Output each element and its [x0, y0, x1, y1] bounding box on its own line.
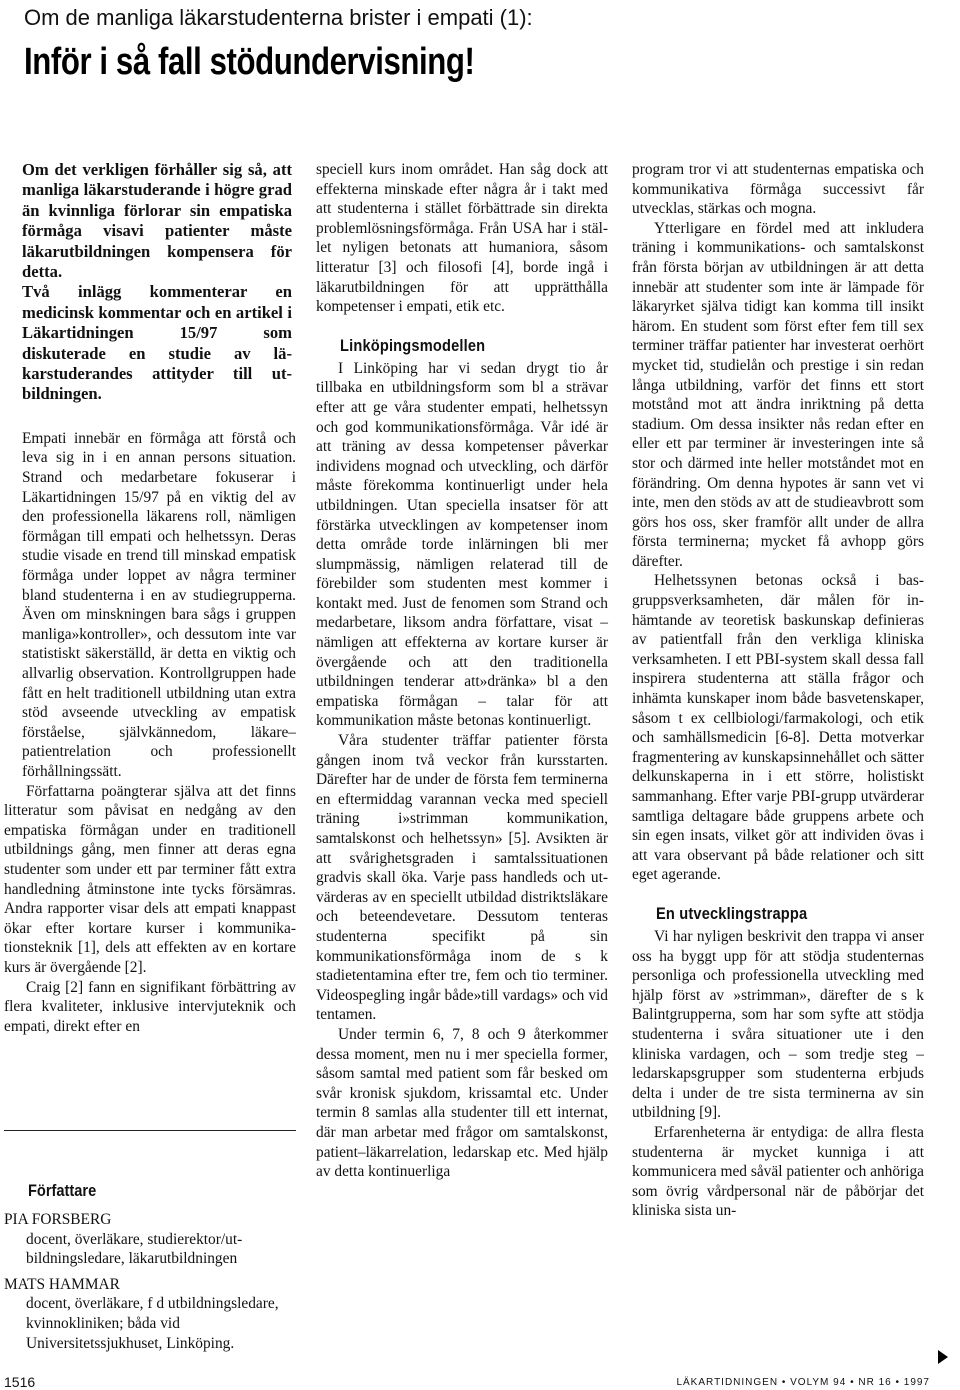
column-divider-rule: [4, 1130, 296, 1131]
body-paragraph: Ytterligare en fördel med att inkludera träning i kommunikations- och samtalskonst från första början av utbildningen är att detta innebär att studenter som inte är lämpade för läkaryrket själva tidigt kan komma till insikt härom. En student som först efter fem till sex terminer träffar patienter har investerat oerhört mycket tid, studielån och prestige i sin redan långa utbildning, varför det finns ett stort motstånd mot att ändra inriktning på detta stadium. Om dessa insikter nås redan efter en eller ett par terminer är investeringen inte så stor och därmed inte heller motståndet mot en förändring. Om denna hypotes är sann vet vi inte, men den stöds av att de studieavbrott som görs hos oss, sker framför allt under de allra första terminerna; mycket få avhopp görs därefter.: [632, 219, 924, 570]
page-footer: [0, 1374, 960, 1390]
column-2: [316, 160, 608, 1182]
author-role: docent, överläkare, f d utbildningsledare, kvinnokliniken; båda vid Universitetssjukhuset, Linköping.: [26, 1295, 279, 1352]
journal-issue: LÄKARTIDNINGEN • VOLYM 94 • NR 16 • 1997: [676, 1377, 930, 1388]
ingress-paragraph-2: Två inlägg kommenterar en medicinsk kommentar och en artikel i Läkartidningen 15/97 som diskuterade en studie av läkarstuderandes attityder till utbildningen.: [22, 282, 292, 404]
body-paragraph: I Linköping har vi sedan drygt tio år tillbaka en utbildningsform som bl a strävar efter att ge våra studenter empati, helhetssyn och god kommunikationsförmåga. Vår idé är att träning av dessa kompetenser påverkar individens mognad och utveckling, och därför måste förekomma kontinuerligt under hela utbildningen. Utan speciella insatser för att förstärka utvecklingen av kompetenser inom detta område torde inlärningen bli mer slumpmässig, nämligen relaterad till de förebilder som studenten mest kommer i kontakt med. Just de fenomen som Strand och medarbetare, liksom andra författare, visat – nämligen att effekterna av kortare kurser är övergående och att den traditionella utbildningen tenderar att»dränka» bl a den empatiska förmågan – talar för att kommunikation måste betonas kontinuerligt.: [316, 359, 608, 730]
column-1: [4, 160, 296, 1036]
ingress-paragraph-1: Om det verkligen förhåller sig så, att manliga läkarstuderande i högre grad än kvinnliga förlorar sin empatiska förmåga visavi patienter måste läkarutbildningen kompensera för detta.: [22, 160, 292, 282]
section-heading-utvecklingstrappa: En utvecklingstrappa: [656, 903, 808, 923]
body-paragraph: Empati innebär en förmåga att förstå och leva sig in i en annan persons situation. Strand och medarbetare fokuserar i Läkartidningen 15/97 på en viktig del av den professionella läkarens roll, nämligen förmågan till empati och helhetssyn. Deras studie visade en trend till minskad empatisk förmåga under loppet av några terminer bland studenterna i en av studiegrupperna. Även om minskningen bara sågs i gruppen manliga»kontroller», och dessutom inte var statistiskt säkerställd, är detta en viktig och allvarlig observation. Kontrollgruppen hade fått en helt traditionell utbildning utan extra stöd avseende utveckling av empatisk förståelse, självkännedom, läkare–patientrelation och professionellt förhållningssätt.: [22, 429, 296, 780]
continue-arrow-icon: [938, 1350, 948, 1364]
section-heading-linkopingsmodellen: Linköpingsmodellen: [340, 335, 486, 355]
body-paragraph: Under termin 6, 7, 8 och 9 återkommer dessa moment, men nu i mer speciella former, såsom samtal med patient som får besked om svår kronisk sjukdom, krissamtal etc. Under termin 8 samlas alla studenter till ett internat, där man arbetar med frågor om samtalskonst, patient–läkarrelation, ledarskap etc. Med hjälp av detta kontinuerliga: [316, 1025, 608, 1181]
article-title: Inför i så fall stödundervisning!: [24, 41, 475, 83]
body-paragraph: speciell kurs inom området. Han såg dock att effekterna minskade efter några år i takt med att studenterna i stället förbättrade sin direkta problemlösningsförmåga. Från USA har i stället nyligen betonats att humaniora, såsom litteratur [3] och filosofi [4], borde ingå i läkarutbildningen för att upprätthålla kompetenser i empati, etik etc.: [316, 161, 608, 316]
body-paragraph: Författarna poängterar själva att det finns litteratur som påvisat en nedgång av den empatiska förmågan under en traditionell utbildnings gång, men finner att deras egna studenter som under ett par terminer fått extra handledning åtminstone inte tycks försämras. Andra rapporter visar dels att empati knappast ökar efter kortare kurser i kommunikationsteknik [1], dels att effekten av en kortare kurs är övergående [2].: [4, 782, 296, 976]
authors-heading: Författare: [28, 1181, 97, 1200]
author-name: PIA FORSBERG: [4, 1211, 112, 1228]
body-paragraph: Vi har nyligen beskrivit den trappa vi anser oss ha byggt upp för att stödja studenternas personliga och professionella utveckling med hjälp först av »strimman», därefter de s k Balintgrupperna, som har som syfte att stödja studenterna i svåra situationer ute i den kliniska vardagen, och – som tredje steg – ledarskapsgrupper som studenterna erbjuds delta i under de tre sista terminerna av sin utbildning [9].: [632, 927, 924, 1122]
author-box: [4, 1180, 296, 1359]
author-name: MATS HAMMAR: [4, 1275, 120, 1293]
body-paragraph: program tror vi att studenternas empatiska och kommunikativa förmåga successivt får utvecklas, stärkas och mogna.: [632, 161, 924, 218]
page-number: 1516: [4, 1374, 36, 1390]
author-role: docent, överläkare, studierektor/utbildningsledare, läkarutbildningen: [26, 1230, 243, 1268]
column-3: [632, 160, 924, 1221]
body-paragraph: Erfarenheterna är entydiga: de allra flesta studenterna är mycket kunniga i att kommunicera med såväl patienter och anhöriga som övrig vårdpersonal när de påbörjar det kliniska sista un-: [632, 1123, 924, 1220]
body-paragraph: Craig [2] fann en signifikant förbättring av flera kvaliteter, inklusive intervjuteknik och empati, direkt efter en: [4, 978, 296, 1035]
body-paragraph: Våra studenter träffar patienter första gången inom två veckor från kursstarten. Därefter har de under de första fem terminerna en eftermiddag varannan vecka med speciell träning i»strimman kommunikation, samtalskonst och helhetssyn» [5]. Avsikten är att svårighetsgraden i samtalssituationen gradvis skall öka. Varje pass handleds och utvärderas av en speciellt utbildad distriktsläkare och beteendevetare. Dessutom tenteras studenterna specifikt på sin kommunikationsförmåga inom de s k stadietentamina efter tre, fem och tio terminer. Videospegling ingår både»till vardags» och vid tentamen.: [316, 732, 608, 1024]
body-paragraph: Helhetssynen betonas också i basgruppsverksamheten, där målen för inhämtande av teoretisk baskunskap definieras av patientfall från den verkliga kliniska verksamheten. I ett PBI-system skall dessa fall inspirera studenterna att ställa frågor och inhämta kunskaper inom både basvetenskaper, såsom t ex cellbiologi/farmakologi, och etik och samhällsmedicin [6-8]. Detta motverkar fragmentering av kunskapsinnehållet och sätter delkunskaperna in i ett större, holistiskt sammanhang. Efter varje PBI-grupp utvärderar samtliga deltagare både gruppens arbete och sin egen insats, vilket gör att individen övas i att vara observant på både relationer och sitt eget agerande.: [632, 572, 924, 884]
spacer: [4, 405, 296, 429]
article-kicker: Om de manliga läkarstudenterna brister i empati (1):: [24, 5, 533, 30]
